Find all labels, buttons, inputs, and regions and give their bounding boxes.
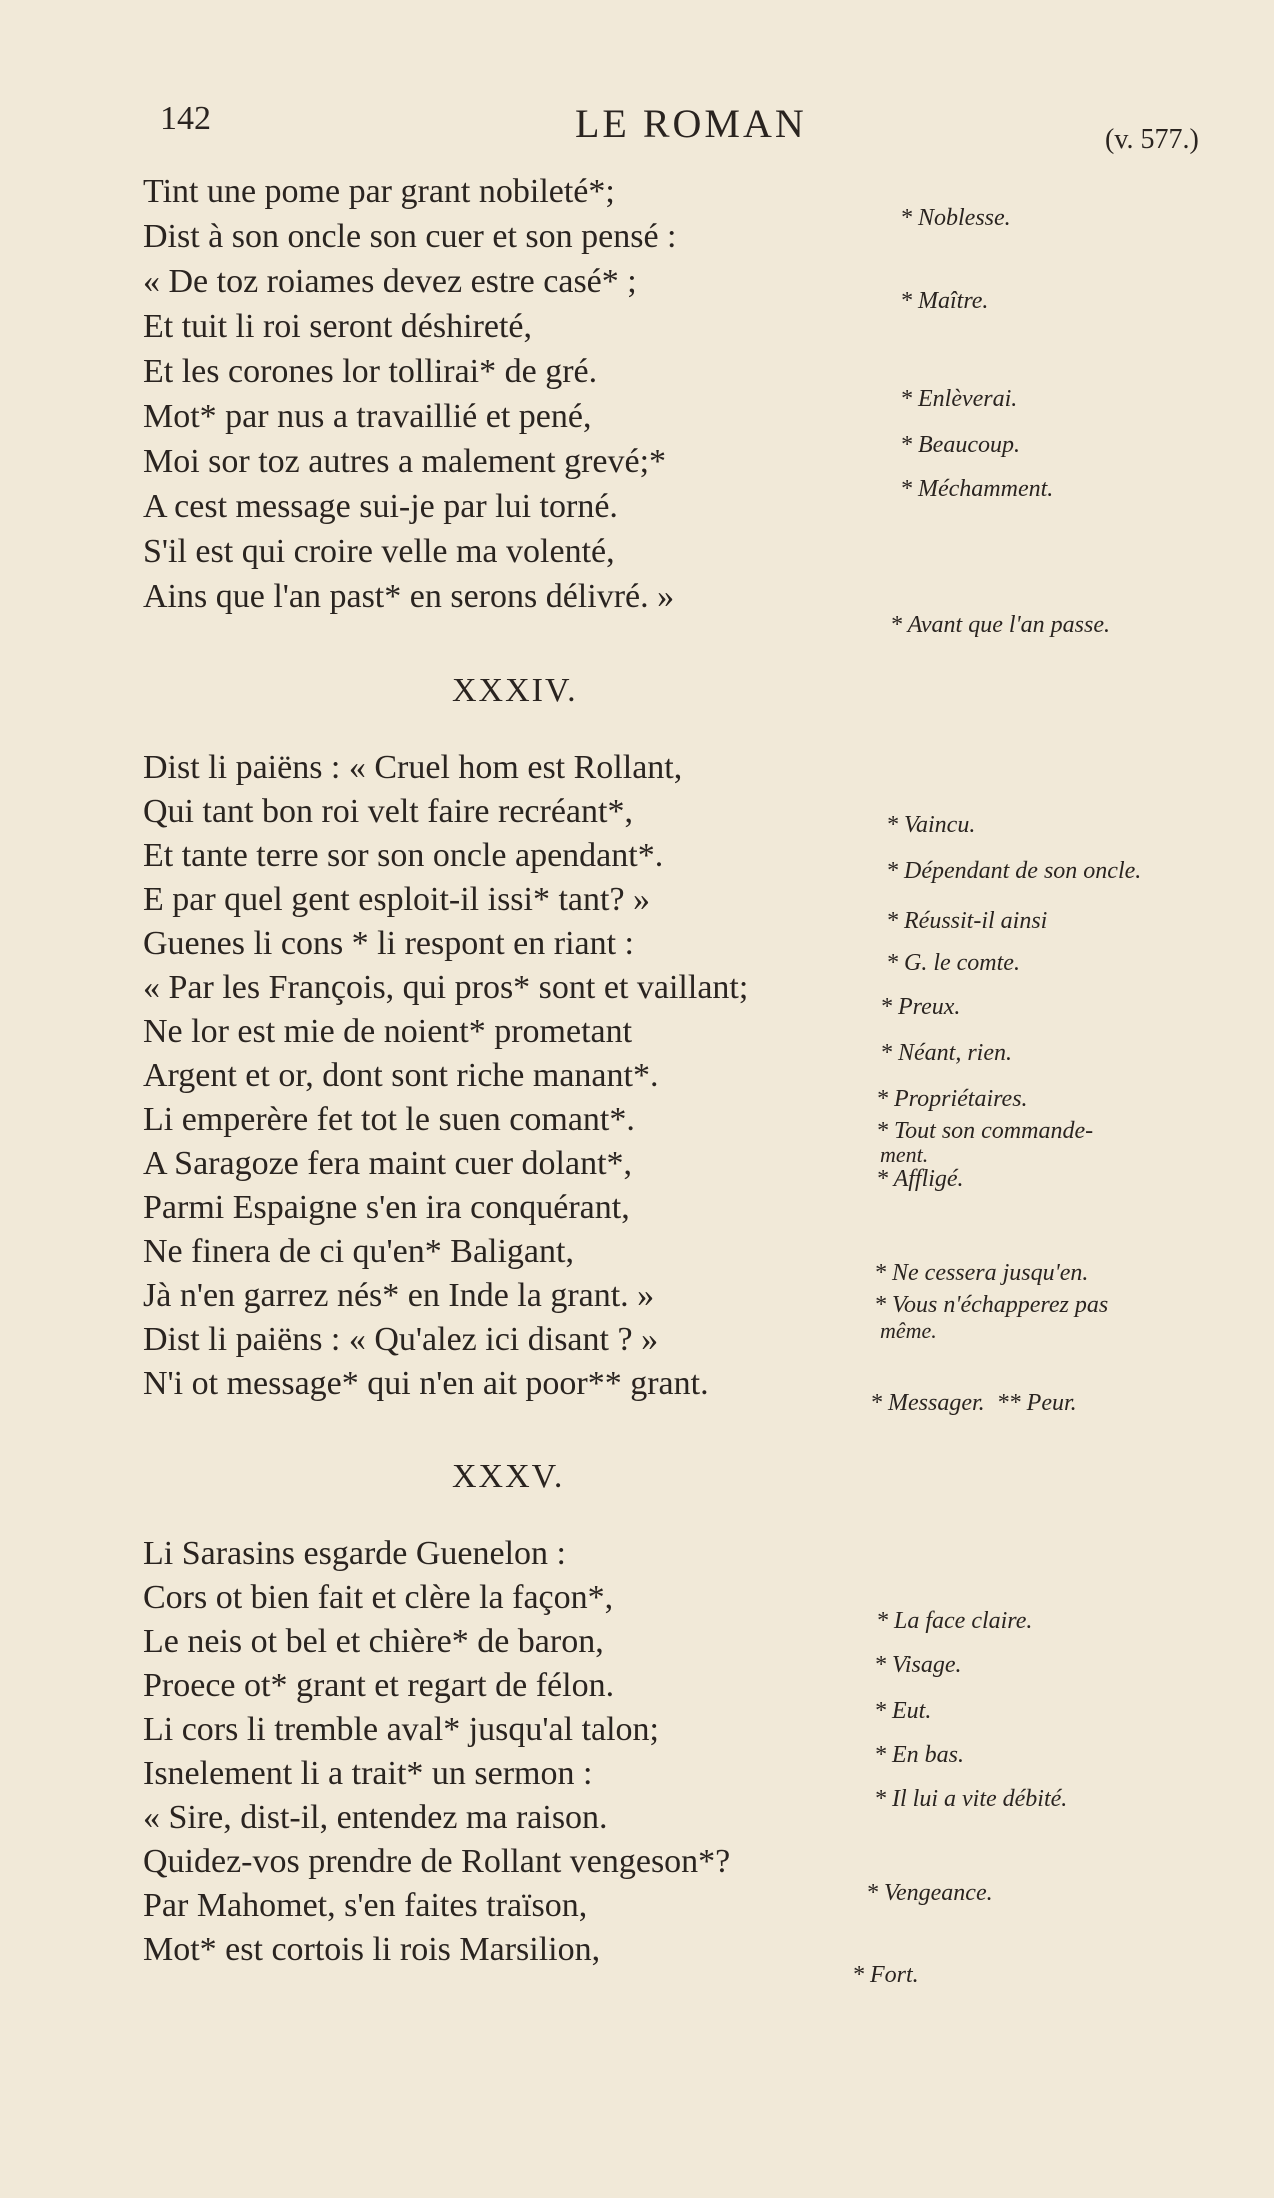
verse-line: Dist à son oncle son cuer et son pensé : bbox=[143, 218, 677, 255]
verse-line: Jà n'en garrez nés* en Inde la grant. » bbox=[143, 1277, 655, 1314]
section-heading: XXXV. bbox=[452, 1458, 565, 1495]
gloss-note: * Beaucoup. bbox=[900, 432, 1020, 458]
verse-line: Dist li paiëns : « Cruel hom est Rollant, bbox=[143, 749, 683, 786]
verse-line: Cors ot bien fait et clère la façon*, bbox=[143, 1579, 614, 1616]
verse-line: « De toz roiames devez estre casé* ; bbox=[143, 263, 637, 300]
gloss-note: * Messager. ** Peur. bbox=[870, 1390, 1077, 1416]
page-number: 142 bbox=[160, 100, 211, 137]
gloss-note: * Vous n'échapperez pas bbox=[874, 1292, 1109, 1318]
verse-line: Li emperère fet tot le suen comant*. bbox=[143, 1101, 635, 1138]
verse-line: Tint une pome par grant nobileté*; bbox=[143, 173, 615, 210]
verse-line: Ains que l'an past* en serons délivré. » bbox=[143, 578, 675, 615]
gloss-note: * Propriétaires. bbox=[876, 1086, 1028, 1112]
gloss-note: * Affligé. bbox=[876, 1166, 964, 1192]
verse-line: Dist li paiëns : « Qu'alez ici disant ? » bbox=[143, 1321, 659, 1358]
running-title: LE ROMAN bbox=[575, 101, 807, 146]
gloss-note: * Avant que l'an passe. bbox=[890, 612, 1111, 638]
verse-line: E par quel gent esploit-il issi* tant? » bbox=[143, 881, 651, 918]
verse-line: S'il est qui croire velle ma volenté, bbox=[143, 533, 615, 570]
verse-line: A Saragoze fera maint cuer dolant*, bbox=[143, 1145, 633, 1182]
verse-line: Li cors li tremble aval* jusqu'al talon; bbox=[143, 1711, 659, 1748]
verse-line: Guenes li cons * li respont en riant : bbox=[143, 925, 635, 962]
verse-line: Et les corones lor tollirai* de gré. bbox=[143, 353, 598, 390]
gloss-note: * Méchamment. bbox=[900, 476, 1054, 502]
verse-reference: (v. 577.) bbox=[1105, 124, 1199, 155]
gloss-note: * Vengeance. bbox=[866, 1880, 993, 1906]
verse-line: Qui tant bon roi velt faire recréant*, bbox=[143, 793, 633, 830]
gloss-note: même. bbox=[880, 1318, 937, 1343]
verse-line: Par Mahomet, s'en faites traïson, bbox=[143, 1887, 588, 1924]
verse-line: Proece ot* grant et regart de félon. bbox=[143, 1667, 615, 1704]
verse-line: A cest message sui-je par lui torné. bbox=[143, 488, 618, 525]
verse-line: Li Sarasins esgarde Guenelon : bbox=[143, 1535, 566, 1572]
gloss-note: * Eut. bbox=[874, 1698, 932, 1724]
verse-line: Le neis ot bel et chière* de baron, bbox=[143, 1623, 604, 1660]
gloss-note: * Il lui a vite débité. bbox=[874, 1786, 1068, 1812]
gloss-note: * La face claire. bbox=[876, 1608, 1033, 1634]
gloss-note: * Preux. bbox=[880, 994, 961, 1020]
verse-line: « Par les François, qui pros* sont et vaillant; bbox=[143, 969, 749, 1006]
verse-line: N'i ot message* qui n'en ait poor** grant. bbox=[143, 1365, 709, 1402]
gloss-note: * Réussit-il ainsi bbox=[886, 908, 1048, 934]
gloss-note: * Maître. bbox=[900, 288, 989, 314]
gloss-note: * Fort. bbox=[852, 1962, 919, 1988]
gloss-note: * Dépendant de son oncle. bbox=[886, 858, 1142, 884]
verse-line: Et tuit li roi seront déshireté, bbox=[143, 308, 533, 345]
gloss-note: * G. le comte. bbox=[886, 950, 1020, 976]
verse-line: Ne finera de ci qu'en* Baligant, bbox=[143, 1233, 574, 1270]
gloss-note: * En bas. bbox=[874, 1742, 964, 1768]
verse-line: Moi sor toz autres a malement grevé;* bbox=[143, 443, 667, 480]
verse-line: Et tante terre sor son oncle apendant*. bbox=[143, 837, 664, 874]
verse-line: « Sire, dist-il, entendez ma raison. bbox=[143, 1799, 608, 1836]
verse-line: Isnelement li a trait* un sermon : bbox=[143, 1755, 593, 1792]
gloss-note: * Ne cessera jusqu'en. bbox=[874, 1260, 1089, 1286]
gloss-note: ment. bbox=[880, 1142, 929, 1167]
verse-line: Mot* par nus a travaillié et pené, bbox=[143, 398, 592, 435]
verse-line: Mot* est cortois li rois Marsilion, bbox=[143, 1931, 601, 1968]
gloss-note: * Vaincu. bbox=[886, 812, 976, 838]
gloss-note: * Tout son commande- bbox=[876, 1118, 1094, 1144]
gloss-note: * Visage. bbox=[874, 1652, 962, 1678]
section-heading: XXXIV. bbox=[452, 672, 578, 709]
gloss-note: * Noblesse. bbox=[900, 205, 1011, 231]
verse-line: Argent et or, dont sont riche manant*. bbox=[143, 1057, 659, 1094]
verse-line: Ne lor est mie de noient* prometant bbox=[143, 1013, 633, 1050]
gloss-note: * Néant, rien. bbox=[880, 1040, 1012, 1066]
gloss-note: * Enlèverai. bbox=[900, 386, 1018, 412]
verse-line: Quidez-vos prendre de Rollant vengeson*? bbox=[143, 1843, 731, 1880]
verse-line: Parmi Espaigne s'en ira conquérant, bbox=[143, 1189, 630, 1226]
